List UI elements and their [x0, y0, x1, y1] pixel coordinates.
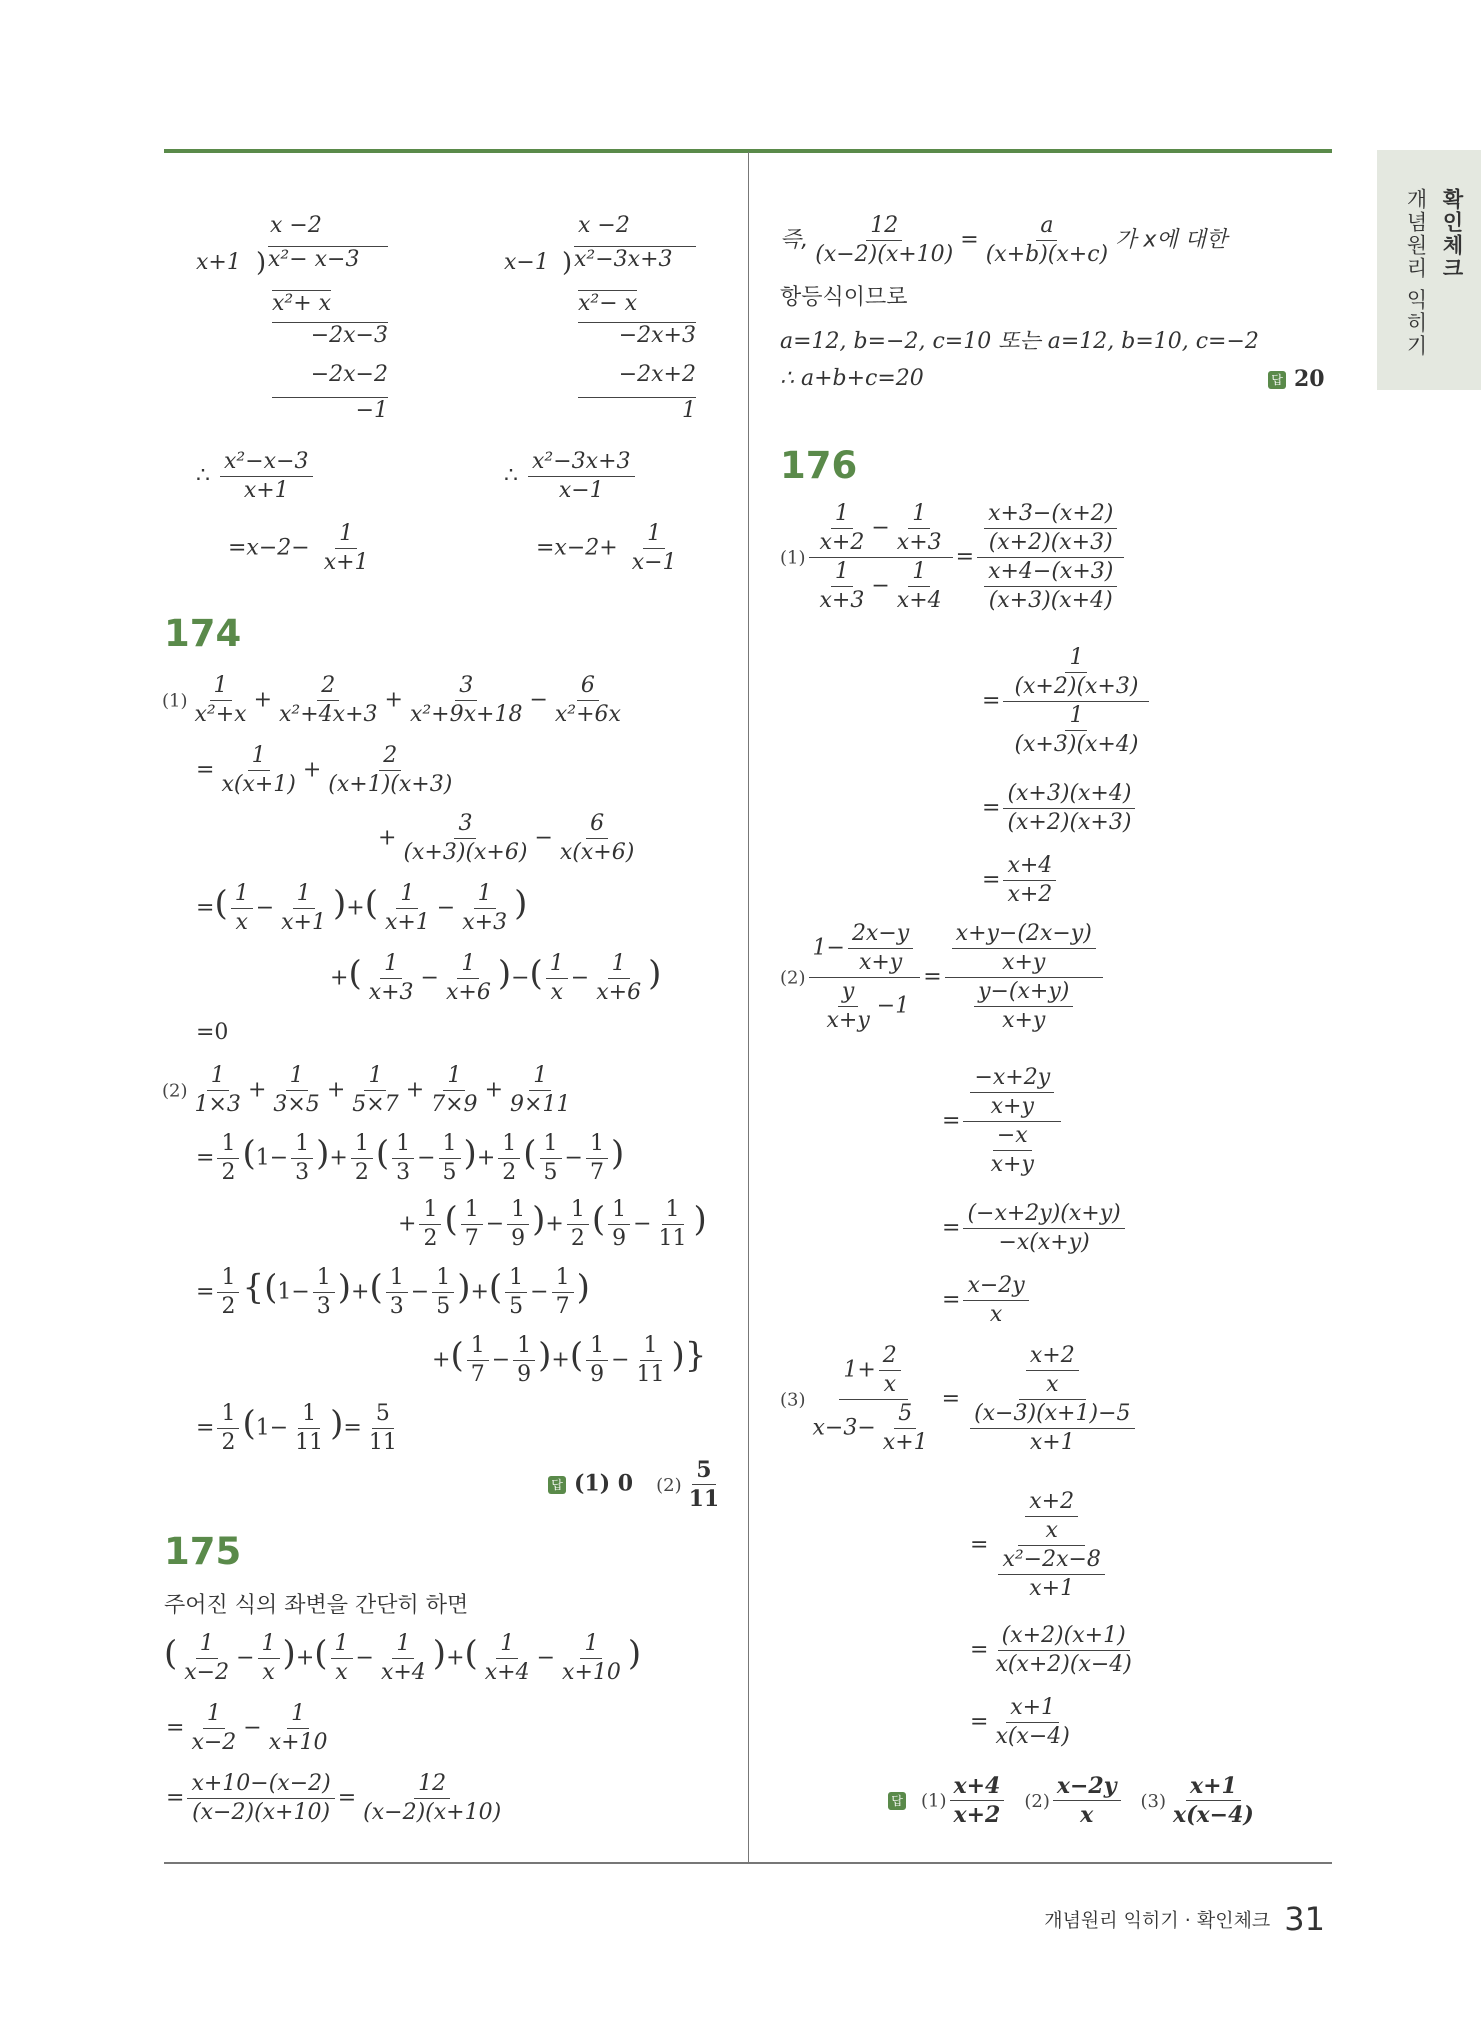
s174-1-line5: +( $\frac{1}{x+3}$ − $\frac{1}{x+6}$ )−( $\frac{1}{x}$ − $\frac{1}{x+6}$ ) — [330, 951, 662, 1005]
s176-1-line3: = $\frac{(x+3)(x+4)}{(x+2)(x+3)}$ — [982, 780, 1138, 837]
s175-line3: = $\frac{x+10-(x-2)}{(x-2)(x+10)}$ = $\frac{12}{(x-2)(x+10)}$ — [166, 1771, 502, 1825]
fraction: $\frac{1}{x-1}$ — [631, 521, 677, 575]
ld-left-divisor: x+1 — [196, 250, 241, 275]
ld-right-quotient: x −2 — [578, 213, 630, 238]
s176-3-line4: = $\frac{x+1}{x(x-4)}$ — [970, 1695, 1070, 1749]
ld-right-dividend: x²−3x+3 — [574, 246, 696, 272]
s175-intro: 주어진 식의 좌변을 간단히 하면 — [164, 1593, 469, 1618]
s176-3-line2: = $\frac{\frac{x+2}{x}}{\frac{\text{x²−2x−8}}{x+1}}$ — [970, 1488, 1115, 1603]
ld-right-result: =x−2+ $\frac{1}{x-1}$ — [536, 520, 684, 577]
s175-cont-line1: 즉, $\frac{12}{(x-2)(x+10)}$ = $\frac{a}{(x+b)(x+c)}$ 가 x에 대한 — [780, 213, 1228, 267]
s175-cont-line3: a=12, b=−2, c=10 또는 a=12, b=10, c=−2 — [780, 329, 1259, 354]
fraction: $\frac{x+1}{x(x-4)}$ — [1173, 1773, 1254, 1828]
page-number: 31 — [1284, 1900, 1325, 1938]
answer-mark-icon: 답 — [548, 1476, 566, 1494]
ld-left-dividend: x²− x−3 — [268, 246, 388, 272]
s174-1-zero: =0 — [196, 1020, 229, 1045]
ld-left-row4: −1 — [272, 397, 388, 423]
side-tab[interactable] — [1377, 150, 1481, 390]
s176-2-line3: = $\frac{(-x+2y)(x+y)}{-x(x+y)}$ — [942, 1200, 1128, 1257]
bottom-rule — [164, 1862, 1332, 1864]
s176-2-line2: = $\frac{\frac{-x+2y}{x+y}}{\frac{-x}{x+y}}$ — [942, 1064, 1064, 1179]
fraction: $\frac{x+4}{x+2}$ — [950, 1772, 1005, 1829]
s175-cont-line2: 항등식이므로 — [780, 285, 908, 310]
s174-1-line1: (1) $\frac{1}{\text{x²+x}}$ + $\frac{2}{\text{x²+4x+3}}$ + $\frac{3}{\text{x²+9x+18}}$ − $\frac{6}{\text{x²+6x}}$ — [162, 673, 621, 727]
ld-left-row3: −2x−2 — [310, 362, 388, 387]
answer-mark-icon: 답 — [1268, 371, 1286, 389]
s176-3-line3: = $\frac{(x+2)(x+1)}{x(x+2)(x-4)}$ — [970, 1623, 1132, 1677]
ld-right-row3: −2x+2 — [618, 362, 696, 387]
fraction: $\frac{\text{x²−3x+3}}{x-1}$ — [528, 448, 635, 505]
s176-3-line1: (3) 1+ $\frac{2}{x}$ x−3− $\frac{5}{x+1}$ = $\frac{\frac{x+2}{x}}{\frac{(x-3)(x+1)-5}{x+1}}$ — [780, 1342, 1145, 1457]
s174-2-line1: (2) $\frac{1}{1\times 3}$ + $\frac{1}{3\times 5}$ + $\frac{1}{5\times 7}$ + $\frac{1}{7\times 9}$ + $\frac{1}{9\times 11}$ — [162, 1063, 571, 1117]
s175-cont-line4: ∴ a+b+c=20 — [780, 366, 924, 391]
ld-left-quotient: x −2 — [270, 213, 322, 238]
s174-2-line4: = $\frac{1}{2}$ {(1− $\frac{1}{3}$ )+( $\frac{1}{3}$ − $\frac{1}{5}$ )+( $\frac{1}{5}$ − $\frac{1}{7}$ ) — [196, 1265, 590, 1319]
s176-2-line1: (2) 1− $\frac{2x-y}{x+y}$ $\frac{y}{x+y}$ −1 = $\frac{\frac{x+y-(2x-y)}{x+y}}{\frac{y-(x+y)}{x+y}}$ — [780, 920, 1106, 1035]
ld-left-row1: x²+ x — [272, 291, 332, 316]
s176-1-line1: (1) $\frac{1}{x+2}$ − $\frac{1}{x+3}$ $\frac{1}{x+3}$ − $\frac{1}{x+4}$ = $\frac{\frac{x+3-(x+2)}{(x+2)(x+3)}}{\frac{x+4-(x+3)}{(x+3)(x+4)}}$ — [780, 500, 1127, 615]
footer-text: 개념원리 익히기 · 확인체크 — [1044, 1909, 1271, 1932]
fraction: $\frac{1}{x+1}$ — [323, 521, 369, 575]
answer-mark-icon: 답 — [888, 1792, 906, 1810]
s175-answer: 답 20 — [1268, 366, 1325, 392]
ld-left-row2: −2x−3 — [272, 322, 388, 348]
s175-line1: ( $\frac{1}{x-2}$ − $\frac{1}{x}$ )+( $\frac{1}{x}$ − $\frac{1}{x+4}$ )+( $\frac{1}{x+4}$ − $\frac{1}{x+10}$ ) — [164, 1631, 642, 1685]
ld-right-bracket: ) — [562, 248, 573, 278]
problem-174-number: 174 — [164, 612, 242, 655]
ld-left-result: =x−2− $\frac{1}{x+1}$ — [228, 520, 376, 577]
ld-right-conclusion: ∴ $\frac{\text{x²−3x+3}}{x-1}$ — [504, 448, 638, 505]
s176-answer: 답 (1) $\frac{x+4}{x+2}$ (2) $\frac{x-2y}{x}$ (3) $\frac{x+1}{x(x-4)}$ — [888, 1772, 1261, 1829]
ld-right-row1: x²− x — [578, 291, 638, 316]
fraction: $\frac{5}{11}$ — [688, 1457, 720, 1512]
side-tab-subtitle: 개념원리 익히기 — [1404, 188, 1428, 358]
s174-answer: 답 (1) 0 (2) $\frac{5}{11}$ — [548, 1456, 726, 1513]
s174-1-line2: = $\frac{1}{x(x+1)}$ + $\frac{2}{(x+1)(x+3)}$ — [196, 743, 453, 797]
s174-2-line6: = $\frac{1}{2}$ (1− $\frac{1}{11}$ )= $\frac{5}{11}$ — [196, 1401, 397, 1455]
ld-left-bracket: ) — [256, 248, 267, 278]
fraction: $\frac{\text{x²−x−3}}{x+1}$ — [220, 448, 313, 505]
s174-1-line4: =( $\frac{1}{x}$ − $\frac{1}{x+1}$ )+( $\frac{1}{x+1}$ − $\frac{1}{x+3}$ ) — [196, 881, 528, 935]
s174-2-line2: = $\frac{1}{2}$ (1− $\frac{1}{3}$ )+ $\frac{1}{2}$ ( $\frac{1}{3}$ − $\frac{1}{5}$ )+ $\frac{1}{2}$ ( $\frac{1}{5}$ − $\frac{1}{7}$ ) — [196, 1131, 625, 1185]
s176-1-line4: = $\frac{x+4}{x+2}$ — [982, 852, 1059, 909]
ld-right-row4: 1 — [578, 397, 696, 423]
ld-left-conclusion: ∴ $\frac{\text{x²−x−3}}{x+1}$ — [196, 448, 316, 505]
s176-2-line4: = $\frac{x-2y}{x}$ — [942, 1272, 1032, 1329]
problem-176-number: 176 — [780, 444, 858, 487]
s175-line2: = $\frac{1}{x-2}$ − $\frac{1}{x+10}$ — [166, 1701, 328, 1755]
page-footer — [1044, 1900, 1325, 1938]
s174-1-line3: + $\frac{3}{(x+3)(x+6)}$ − $\frac{6}{x(x+6)}$ — [378, 811, 635, 865]
problem-175-number: 175 — [164, 1530, 242, 1573]
column-divider — [748, 152, 749, 1863]
s174-2-line5: +( $\frac{1}{7}$ − $\frac{1}{9}$ )+( $\frac{1}{9}$ − $\frac{1}{11}$ )} — [432, 1333, 707, 1387]
s174-2-line3: + $\frac{1}{2}$ ( $\frac{1}{7}$ − $\frac{1}{9}$ )+ $\frac{1}{2}$ ( $\frac{1}{9}$ − $\frac{1}{11}$ ) — [398, 1197, 707, 1251]
s176-1-line2: = $\frac{\frac{1}{(x+2)(x+3)}}{\frac{1}{(x+3)(x+4)}}$ — [982, 644, 1152, 759]
fraction: $\frac{x-2y}{x}$ — [1053, 1772, 1121, 1829]
side-tab-title: 확인체크 — [1440, 188, 1464, 280]
ld-right-divisor: x−1 — [504, 250, 549, 275]
ld-right-row2: −2x+3 — [578, 322, 696, 348]
